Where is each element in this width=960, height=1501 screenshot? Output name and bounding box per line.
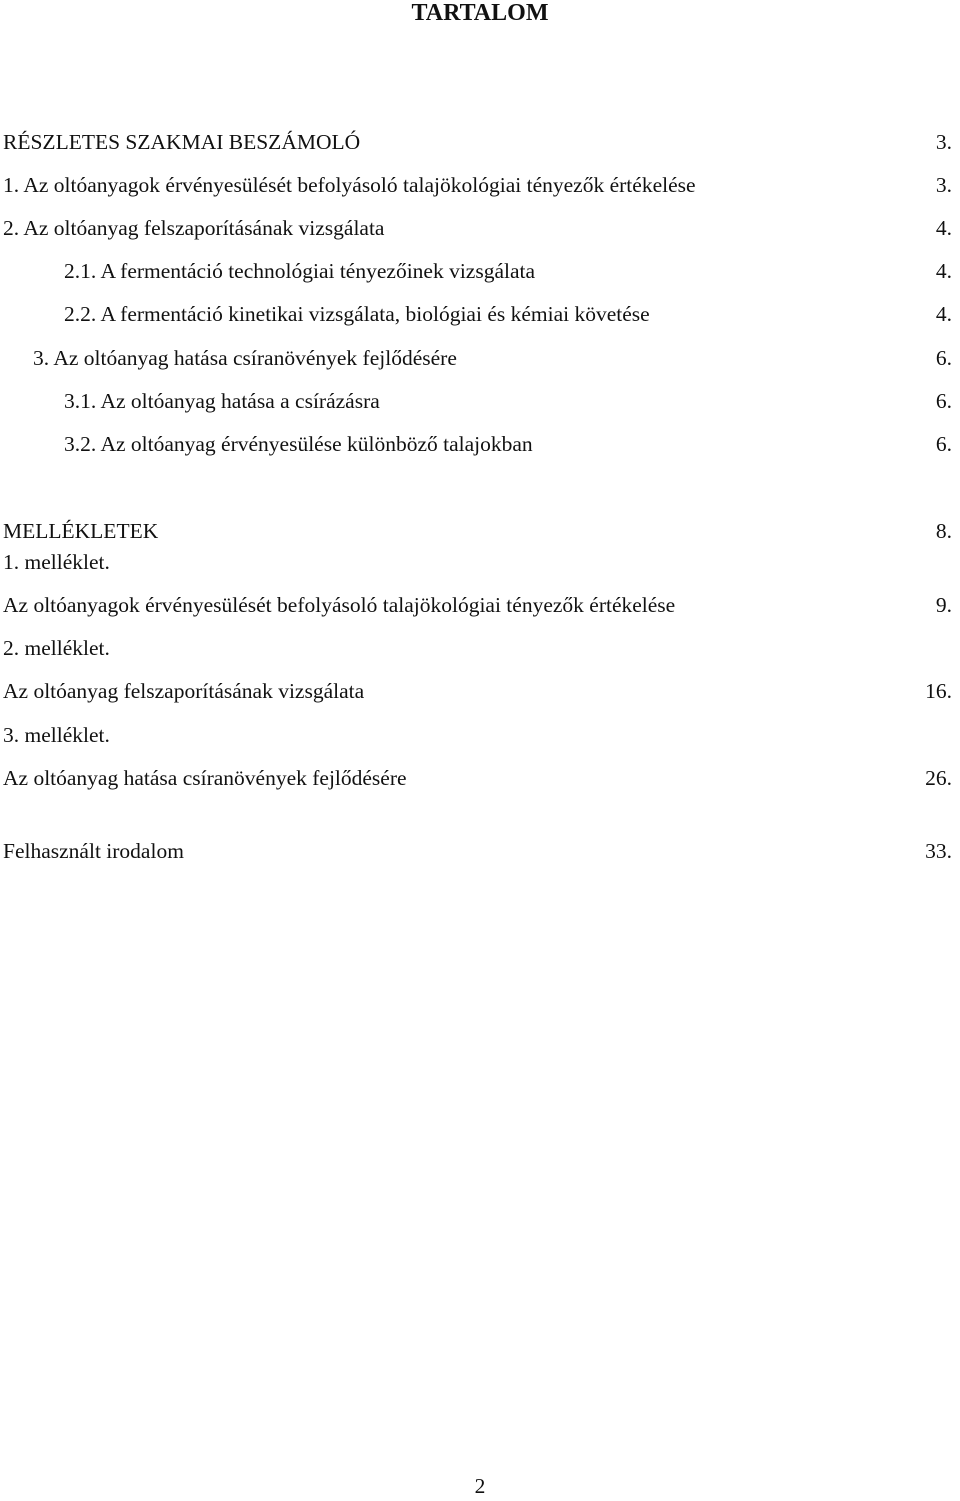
toc-entry-label: Felhasznált irodalom <box>3 839 184 863</box>
toc-entry-page: 16. <box>925 679 952 703</box>
toc-entry-label: 1. Az oltóanyagok érvényesülését befolyásoló talajökológiai tényezők értékelése <box>3 173 696 197</box>
toc-entry-page: 6. <box>935 432 952 456</box>
toc-entry-page: 4. <box>935 216 952 240</box>
toc-entry-page: 4. <box>935 259 952 283</box>
toc-entry-page: 3. <box>935 173 952 197</box>
toc-entry-label: RÉSZLETES SZAKMAI BESZÁMOLÓ <box>3 130 361 154</box>
toc-entry-page: 6. <box>935 389 952 413</box>
toc-entry-page: 8. <box>935 519 952 543</box>
toc-entry-page: 4. <box>935 302 952 326</box>
page-title: TARTALOM <box>411 0 549 26</box>
toc-entry-page: 9. <box>935 593 952 617</box>
toc-entry-label: Az oltóanyag felszaporításának vizsgálata <box>3 679 365 703</box>
toc-entry-label: 2. melléklet. <box>3 636 110 660</box>
toc-entry-label: 3.1. Az oltóanyag hatása a csírázásra <box>64 389 380 413</box>
toc-entry-label: MELLÉKLETEK <box>3 519 159 543</box>
toc-entry-label: 2.1. A fermentáció technológiai tényezőinek vizsgálata <box>64 259 536 283</box>
toc-entry-label: 2.2. A fermentáció kinetikai vizsgálata, biológiai és kémiai követése <box>64 302 650 326</box>
toc-entry-label: Az oltóanyag hatása csíranövények fejlődésére <box>3 766 407 790</box>
page-number: 2 <box>474 1474 486 1498</box>
toc-entry-page: 6. <box>935 346 952 370</box>
toc-entry-label: 1. melléklet. <box>3 550 110 574</box>
toc-entry-label: 3. melléklet. <box>3 723 110 747</box>
toc-entry-page: 33. <box>925 839 952 863</box>
toc-entry-page: 26. <box>925 766 952 790</box>
toc-entry-page: 3. <box>935 130 952 154</box>
toc-entry-label: Az oltóanyagok érvényesülését befolyásoló talajökológiai tényezők értékelése <box>3 593 676 617</box>
toc-entry-label: 3. Az oltóanyag hatása csíranövények fejlődésére <box>33 346 457 370</box>
toc-entry-label: 3.2. Az oltóanyag érvényesülése különböző talajokban <box>64 432 533 456</box>
toc-entry-label: 2. Az oltóanyag felszaporításának vizsgálata <box>3 216 385 240</box>
